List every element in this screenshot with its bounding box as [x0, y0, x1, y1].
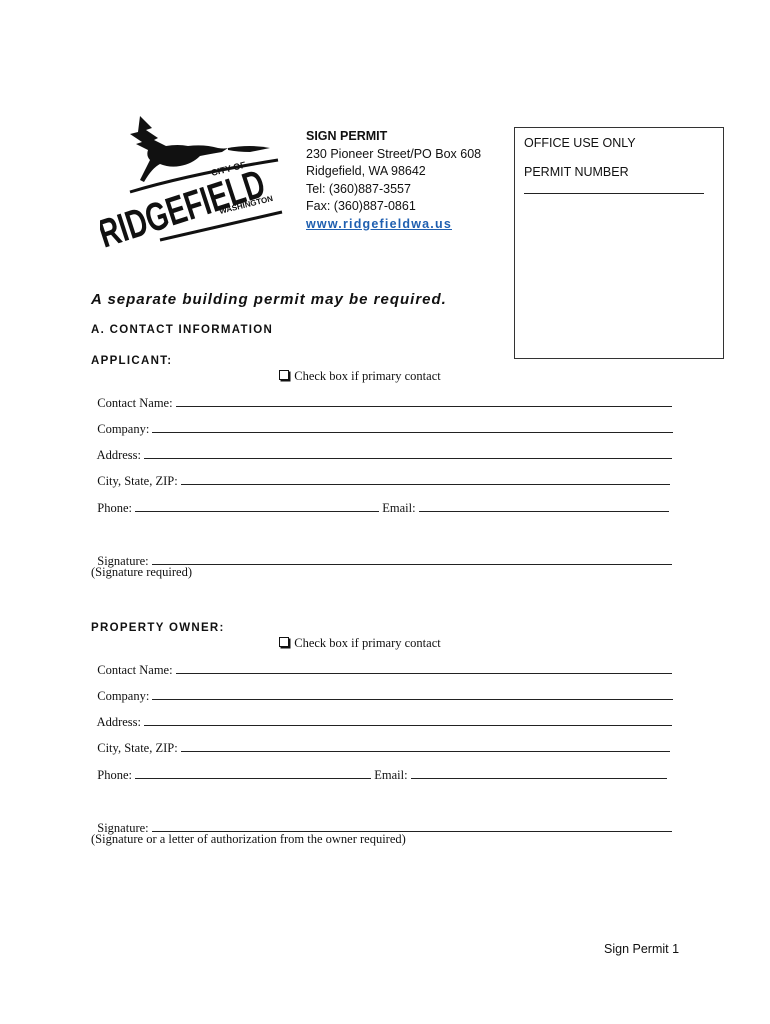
heron-logo-icon [100, 108, 290, 260]
applicant-city-label: City, State, ZIP: [97, 474, 178, 488]
owner-email-field[interactable] [411, 768, 667, 779]
owner-contact-name-field[interactable] [176, 663, 672, 674]
city-logo [100, 108, 290, 260]
applicant-signature-note: (Signature required) [91, 565, 193, 579]
applicant-company-field[interactable] [152, 422, 673, 433]
logo-state: WASHINGTON [218, 193, 274, 216]
owner-phone-label: Phone: [97, 768, 132, 782]
permit-number-field[interactable] [524, 193, 704, 194]
owner-phone-field[interactable] [135, 768, 371, 779]
website-link[interactable]: www.ridgefieldwa.us [306, 216, 452, 231]
applicant-address-field[interactable] [144, 448, 672, 459]
checkbox-icon[interactable] [279, 637, 289, 647]
owner-city-label: City, State, ZIP: [97, 741, 178, 755]
applicant-email-label: Email: [382, 501, 416, 515]
telephone: Tel: (360)887-3557 [306, 181, 411, 196]
owner-city-row [91, 726, 670, 756]
owner-address-field[interactable] [144, 715, 672, 726]
applicant-phone-field[interactable] [135, 501, 379, 512]
applicant-email-field[interactable] [419, 501, 669, 512]
section-a-title: A. CONTACT INFORMATION [91, 324, 274, 336]
address-line-1: 230 Pioneer Street/PO Box 608 [306, 146, 482, 161]
owner-signature-label: Signature: [97, 821, 149, 835]
applicant-label: APPLICANT: [91, 355, 173, 367]
office-use-box [514, 127, 724, 359]
applicant-checkbox-label: Check box if primary contact [294, 369, 441, 383]
applicant-signature-field[interactable] [152, 554, 672, 565]
owner-checkbox-label: Check box if primary contact [294, 636, 441, 650]
owner-email-label: Email: [374, 768, 408, 782]
permit-number-label: PERMIT NUMBER [524, 165, 629, 179]
owner-signature-note: (Signature or a letter of authorization from the owner required) [91, 832, 406, 846]
logo-name: RIDGEFIELD [100, 139, 290, 257]
property-owner-label: PROPERTY OWNER: [91, 622, 225, 634]
owner-primary-checkbox-row[interactable] [273, 621, 441, 651]
applicant-address-label: Address: [96, 448, 142, 462]
office-use-title: OFFICE USE ONLY [524, 136, 636, 150]
applicant-contact-name-label: Contact Name: [97, 396, 173, 410]
applicant-city-row [91, 459, 670, 489]
logo-city-of: CITY OF [210, 159, 247, 178]
owner-phone-email-row [91, 753, 667, 783]
applicant-company-label: Company: [97, 422, 150, 436]
owner-contact-name-label: Contact Name: [97, 663, 173, 677]
applicant-primary-checkbox-row[interactable] [273, 354, 441, 384]
applicant-contact-name-field[interactable] [176, 396, 672, 407]
applicant-signature-label: Signature: [97, 554, 149, 568]
owner-company-label: Company: [97, 689, 150, 703]
building-permit-notice: A separate building permit may be required. [91, 291, 447, 308]
checkbox-icon[interactable] [279, 370, 289, 380]
owner-city-field[interactable] [181, 741, 670, 752]
header-block [306, 128, 481, 233]
form-title: SIGN PERMIT [306, 129, 388, 143]
address-line-2: Ridgefield, WA 98642 [306, 164, 426, 178]
fax: Fax: (360)887-0861 [306, 199, 416, 213]
applicant-city-field[interactable] [181, 474, 670, 485]
owner-company-field[interactable] [152, 689, 673, 700]
owner-signature-field[interactable] [152, 821, 672, 832]
applicant-phone-label: Phone: [97, 501, 132, 515]
applicant-phone-email-row [91, 486, 669, 516]
page-footer: Sign Permit 1 [604, 942, 680, 956]
owner-address-label: Address: [96, 715, 142, 729]
